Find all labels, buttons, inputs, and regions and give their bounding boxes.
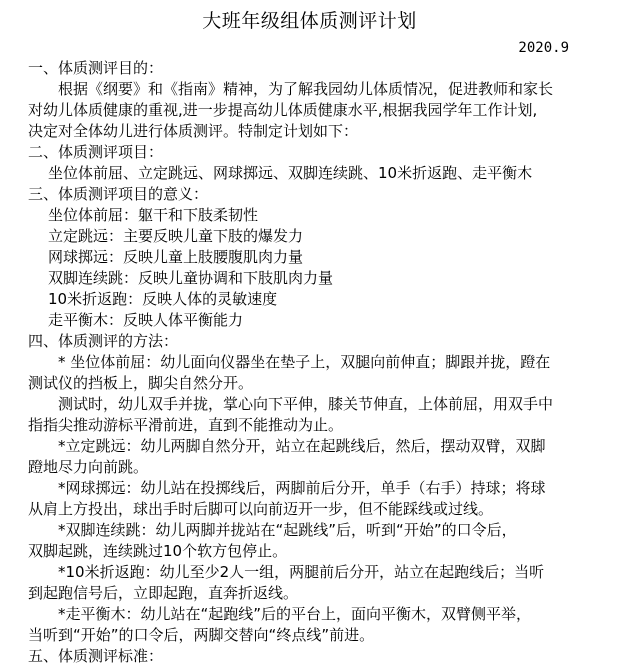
text-line: *10米折返跑：幼儿至少2人一组，两腿前后分开，站立在起跑线后；当听 bbox=[58, 563, 545, 581]
text-line: 根据《纲要》和《指南》精神，为了解我园幼儿体质情况，促进教师和家长 bbox=[58, 80, 554, 98]
text-line: *走平衡木：幼儿站在“起跑线”后的平台上，面向平衡木，双臂侧平举， bbox=[58, 605, 532, 623]
text-line: 从肩上方投出，球出手时后脚可以向前迈开一步，但不能踩线或过线。 bbox=[28, 500, 494, 518]
section-heading: 三、体质测评项目的意义： bbox=[28, 185, 209, 203]
section-heading: 五、体质测评标准： bbox=[28, 647, 164, 665]
text-line: *立定跳远：幼儿两脚自然分开，站立在起跳线后，然后，摆动双臂，双脚 bbox=[58, 437, 546, 455]
document-date: 2020.9 bbox=[518, 40, 569, 56]
text-line: 指指尖推动游标平滑前进，直到不能推动为止。 bbox=[28, 416, 344, 434]
text-line: 双脚起跳，连续跳过10个软方包停止。 bbox=[28, 542, 288, 560]
text-line: 测试时，幼儿双手并拢，掌心向下平伸，膝关节伸直，上体前屈，用双手中 bbox=[58, 395, 554, 413]
text-line: 到起跑信号后，立即起跑，直奔折返线。 bbox=[28, 584, 299, 602]
document-title: 大班年级组体质测评计划 bbox=[202, 10, 417, 32]
text-line: 立定跳远：主要反映儿童下肢的爆发力 bbox=[48, 227, 304, 245]
section-heading: 二、体质测评项目： bbox=[28, 143, 164, 161]
text-line: 走平衡木：反映人体平衡能力 bbox=[48, 311, 244, 329]
text-line: 决定对全体幼儿进行体质测评。特制定计划如下： bbox=[28, 122, 359, 140]
text-line: 10米折返跑：反映人体的灵敏速度 bbox=[48, 290, 278, 308]
text-line: 坐位体前屈：躯干和下肢柔韧性 bbox=[48, 206, 259, 224]
text-line: 当听到“开始”的口令后，两脚交替向“终点线”前进。 bbox=[28, 626, 375, 644]
section-heading: 一、体质测评目的： bbox=[28, 59, 164, 77]
document-body bbox=[28, 58, 608, 667]
text-line: * 坐位体前屈：幼儿面向仪器坐在垫子上，双腿向前伸直；脚跟并拢，蹬在 bbox=[58, 353, 551, 371]
text-line: 双脚连续跳：反映儿童协调和下肢肌肉力量 bbox=[48, 269, 334, 287]
text-line: 坐位体前屈、立定跳远、网球掷远、双脚连续跳、10米折返跑、走平衡木 bbox=[48, 164, 533, 182]
text-line: 网球掷远：反映儿童上肢腰腹肌肉力量 bbox=[48, 248, 304, 266]
text-line: *双脚连续跳：幼儿两脚并拢站在“起跳线”后，听到“开始”的口令后， bbox=[58, 521, 517, 539]
section-heading: 四、体质测评的方法： bbox=[28, 332, 179, 350]
text-line: *网球掷远：幼儿站在投掷线后，两脚前后分开，单手（右手）持球；将球 bbox=[58, 479, 546, 497]
text-line: 对幼儿体质健康的重视,进一步提高幼儿体质健康水平,根据我园学年工作计划, bbox=[28, 101, 538, 119]
text-line: 测试仪的挡板上，脚尖自然分开。 bbox=[28, 374, 254, 392]
text-line: 蹬地尽力向前跳。 bbox=[28, 458, 149, 476]
